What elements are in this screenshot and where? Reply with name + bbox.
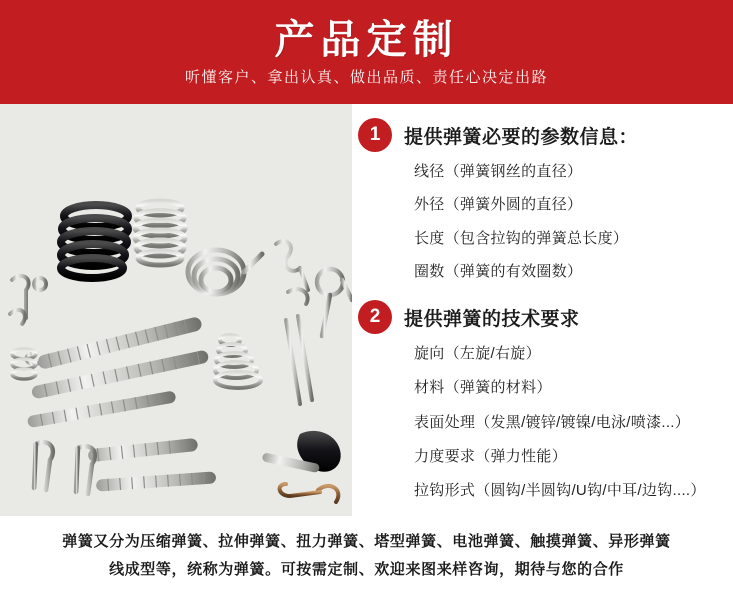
section-technical: [358, 300, 728, 501]
list-item: 材料（弹簧的材料）: [414, 379, 552, 397]
section-number-badge-1: 1: [358, 118, 392, 152]
section-technical-items: [358, 344, 728, 501]
list-item: 外径（弹簧外圆的直径）: [414, 196, 583, 214]
footer-line-2: 线成型等，统称为弹簧。可按需定制、欢迎来图来样咨询，期待与您的合作: [109, 560, 624, 578]
section-technical-title: 提供弹簧的技术要求: [404, 308, 580, 330]
section-parameters-title: 提供弹簧必要的参数信息：: [404, 126, 639, 148]
section-number-badge-2: 2: [358, 300, 392, 334]
section-parameters-items: [358, 162, 728, 282]
list-item: 拉钩形式（圆钩/半圆钩/U钩/中耳/边钩....）: [414, 482, 706, 499]
requirements-content: [358, 118, 728, 515]
footer-description: [0, 528, 733, 584]
list-item: 圈数（弹簧的有效圈数）: [414, 262, 583, 280]
list-item: 线径（弹簧钢丝的直径）: [414, 163, 583, 180]
list-item: 表面处理（发黑/镀锌/镀镍/电泳/喷漆...）: [414, 413, 691, 431]
header-banner: [0, 0, 733, 104]
springs-illustration: [0, 104, 352, 516]
list-item: 旋向（左旋/右旋）: [414, 345, 541, 362]
page-subtitle: 听懂客户、拿出认真、做出品质、责任心决定出路: [184, 68, 548, 86]
list-item: 长度（包含拉钩的弹簧总长度）: [414, 229, 629, 247]
section-technical-header: [358, 300, 728, 334]
footer-line-1: 弹簧又分为压缩弹簧、拉伸弹簧、扭力弹簧、塔型弹簧、电池弹簧、触摸弹簧、异形弹簧: [62, 533, 671, 550]
section-parameters: [358, 118, 728, 282]
list-item: 力度要求（弹力性能）: [414, 447, 568, 465]
section-parameters-header: [358, 118, 728, 152]
page-title: 产品定制: [274, 17, 459, 62]
spring-products-photo: [0, 104, 352, 516]
